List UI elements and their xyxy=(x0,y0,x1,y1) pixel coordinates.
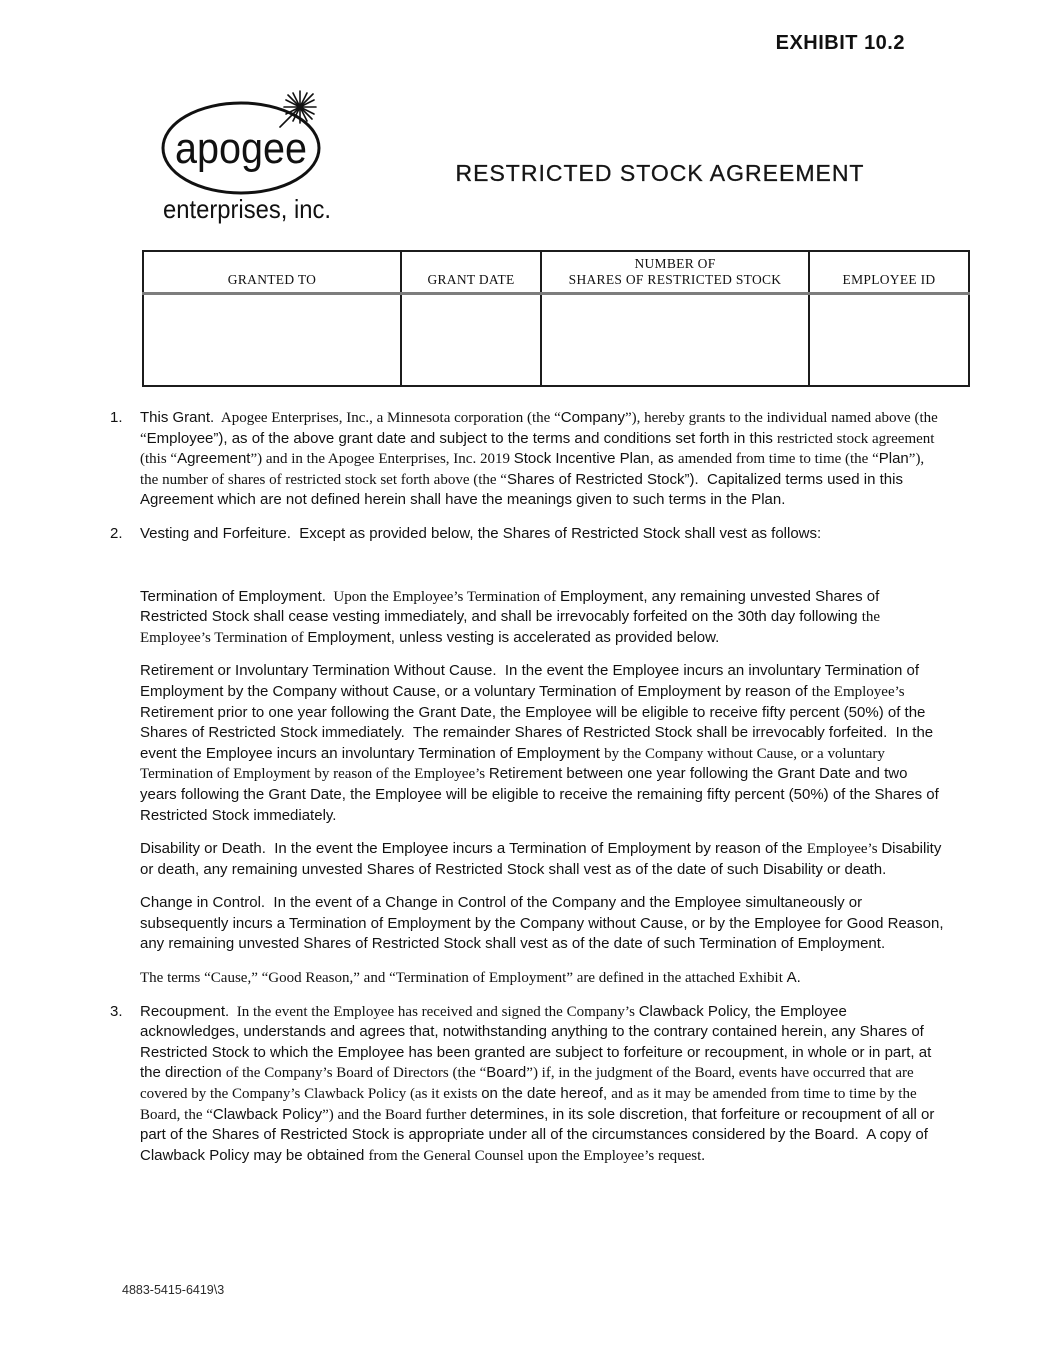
paragraph-vesting-and-forfeiture xyxy=(140,524,948,989)
paragraph-this-grant xyxy=(140,408,945,511)
text-run: Employee”), as of the above grant date and subject to the terms and conditions set forth in this xyxy=(146,429,778,447)
exhibit-label: EXHIBIT 10.2 xyxy=(775,32,905,54)
text-run: Shares of Restricted Stock”). Capitalized terms used in this Agreement which are not defined herein shall have the meanings given to such terms in the Plan. xyxy=(140,470,907,509)
list-item-recoupment xyxy=(110,1002,946,1167)
agreement-body xyxy=(110,408,946,1179)
text-run: Board xyxy=(486,1064,527,1082)
grant-table xyxy=(142,250,970,387)
sub-paragraphs xyxy=(140,545,948,989)
header-line: SHARES OF RESTRICTED STOCK xyxy=(568,272,782,287)
text-run: This Grant. xyxy=(140,409,215,426)
apogee-logo-graphic xyxy=(160,90,338,228)
text-run: Vesting and Forfeiture. Except as provided below, the Shares of Restricted Stock shall vest as follows: xyxy=(140,524,822,542)
list-item-vesting-and-forfeiture xyxy=(110,524,946,989)
grant-table-cell-1 xyxy=(143,294,401,386)
text-run: ”), hereby grants to the individual named above (the “ xyxy=(140,410,942,447)
text-run: Retirement between one year following the Grant Date and two years following the Grant Date, the Employee will be eligible to receive the remaining fifty percent (50%) of the Shares of Restricted Stock immediately. xyxy=(140,765,943,824)
grant-table-header-4 xyxy=(809,251,969,294)
grant-table-header-2 xyxy=(401,251,541,294)
text-run: Stock Incentive Plan, as xyxy=(513,450,678,468)
text-run: Agreement xyxy=(177,450,251,468)
text-run: ”) and the Board further xyxy=(322,1106,470,1123)
text-run: ”) if, in the judgment of the Board, events have occurred that are covered by the Company’s Clawback Policy (as it exists xyxy=(140,1065,918,1103)
text-run: restricted stock agreement (this “ xyxy=(140,430,939,468)
text-run: Retirement prior to one year following the Grant Date, the Employee will be eligible to receive fifty percent (50%) of the Shares of Restricted Stock immediately. The remainder Shares of Restricted Stock shall be irrevocably forfeited. In the event the Employee incurs an involuntary Termination of Employment xyxy=(140,703,938,762)
sub-paragraph-change-in-control xyxy=(140,893,948,955)
text-run: Recoupment. xyxy=(140,1002,230,1020)
header-line: GRANTED TO xyxy=(227,272,317,287)
apogee-logo xyxy=(160,90,338,228)
text-run: ”) and in the Apogee Enterprises, Inc. 2019 xyxy=(250,451,514,468)
grant-table-header-3 xyxy=(541,251,809,294)
text-run: and as it may be amended from time to time by the Board, the “ xyxy=(140,1086,921,1123)
logo-subtext: enterprises, inc. xyxy=(163,194,331,224)
text-run: In the event the Employee has received and signed the Company’s xyxy=(229,1003,639,1020)
text-run: Apogee Enterprises, Inc., a Minnesota corporation (the “ xyxy=(214,410,561,426)
text-run: ”), the number of shares of restricted stock set forth above (the “ xyxy=(140,451,928,488)
list-number: 3. xyxy=(110,1002,123,1020)
text-run: Termination of Employment. xyxy=(140,587,326,605)
header-line: NUMBER OF xyxy=(634,256,716,271)
grant-table-header-row xyxy=(143,251,969,294)
text-run: Upon the Employee’s Termination of xyxy=(325,588,560,605)
text-run: Disability or death, any remaining unvested Shares of Restricted Stock shall vest as of the date of such Disability or death. xyxy=(140,840,946,878)
grant-table-cell-4 xyxy=(809,294,969,386)
text-run: A. xyxy=(786,969,801,987)
paragraph-recoupment xyxy=(140,1002,945,1167)
text-run: Disability or Death. In the event the Employee incurs a Termination of Employment by reason of the xyxy=(140,840,807,858)
header-line: EMPLOYEE ID xyxy=(842,272,936,287)
sub-paragraph-retirement-or-involuntary-termination xyxy=(140,661,945,826)
starburst-icon xyxy=(280,91,316,127)
text-run: Employee’s xyxy=(806,841,882,858)
text-run: Plan xyxy=(878,450,909,468)
list-item-this-grant xyxy=(110,408,946,511)
text-run: on the date hereof, xyxy=(481,1085,612,1103)
text-run: Company xyxy=(560,409,625,426)
logo-wordmark: apogee xyxy=(175,124,307,173)
sub-paragraph-definitions-note xyxy=(140,968,945,989)
text-run: by the Company without Cause, or a voluntary Termination of Employment by reason of the Employee’s xyxy=(140,745,889,783)
grant-table-cell-2 xyxy=(401,294,541,386)
text-run: of the Company’s Board of Directors (the “ xyxy=(225,1065,487,1082)
text-run: the Employee’s xyxy=(811,683,909,700)
text-run: Employment, any remaining unvested Shares of Restricted Stock shall cease vesting immediately, and shall be irrevocably forfeited on the 30th day following xyxy=(140,587,884,626)
grant-table-header-1 xyxy=(143,251,401,294)
text-run: Clawback Policy, the Employee acknowledges, understands and agrees that, notwithstanding anything to the contrary contained herein, any Shares of Restricted Stock to which the Employee has been granted are subject to forfeiture or recoupment, in whole or in part, at the direction xyxy=(140,1002,936,1082)
list-number: 1. xyxy=(110,409,123,426)
text-run: Employment, unless vesting is accelerated as provided below. xyxy=(307,628,720,646)
grant-table-cell-3 xyxy=(541,294,809,386)
document-control-number: 4883-5415-6419\3 xyxy=(122,1283,225,1297)
grant-table-empty-row xyxy=(143,294,969,386)
sub-paragraph-termination-of-employment xyxy=(140,587,945,649)
list-number: 2. xyxy=(110,524,123,542)
text-run: Clawback Policy xyxy=(212,1105,323,1123)
document-title: RESTRICTED STOCK AGREEMENT xyxy=(455,160,865,186)
text-run: the Employee’s Termination of xyxy=(140,609,884,646)
text-run: determines, in its sole discretion, that forfeiture or recoupment of all or part of the Shares of Restricted Stock is appropriate under all of the circumstances considered by the Board. A copy of Clawback Policy may be obtained xyxy=(140,1105,939,1164)
text-run: The terms “Cause,” “Good Reason,” and “Termination of Employment” are defined in the attached Exhibit xyxy=(140,970,787,987)
text-run: Change in Control. In the event of a Change in Control of the Company and the Employee simultaneously or subsequently incurs a Termination of Employment by the Company without Cause, or by the Employee for Good Reason, any remaining unvested Shares of Restricted Stock shall vest as of the date of such Termination of Employment. xyxy=(140,894,948,953)
text-run: amended from time to time (the “ xyxy=(677,451,879,468)
text-run: Retirement or Involuntary Termination Without Cause. In the event the Employee incurs an involuntary Termination of Employment by the Company without Cause, or a voluntary Termination of Employment by reason of xyxy=(140,662,924,700)
text-run: from the General Counsel upon the Employee’s request. xyxy=(368,1147,706,1164)
header-line: GRANT DATE xyxy=(427,272,515,287)
sub-paragraph-disability-or-death xyxy=(140,839,945,880)
